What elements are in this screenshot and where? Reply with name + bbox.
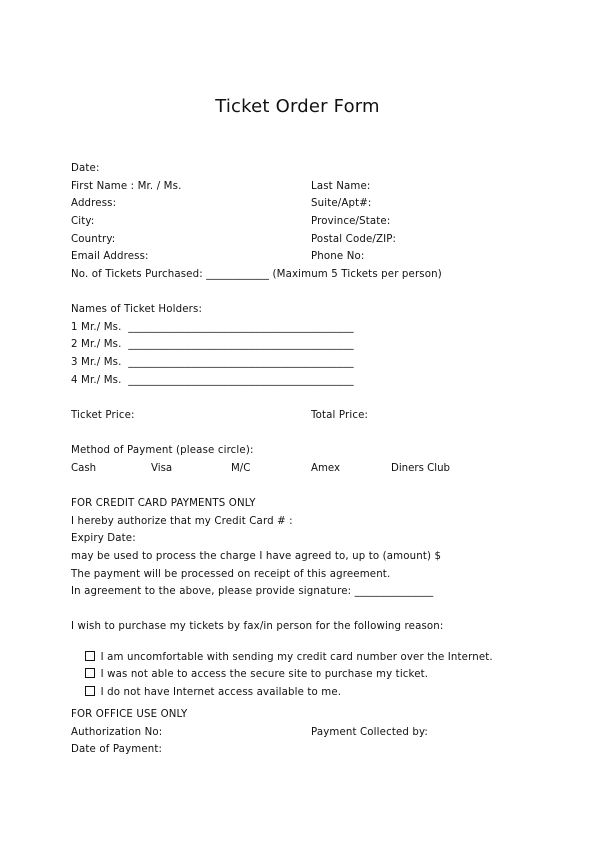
credit-authorize-line: I hereby authorize that my Credit Card # :: [71, 516, 293, 527]
reason-heading: I wish to purchase my tickets by fax/in person for the following reason:: [71, 621, 444, 632]
ticket-holder-line: 1 Mr./ Ms. ___________________________________________: [71, 322, 354, 333]
signature-line: In agreement to the above, please provide signature: _______________: [71, 586, 434, 597]
reason-option-label: I was not able to access the secure site to purchase my ticket.: [100, 669, 429, 680]
payment-option-visa: Visa: [151, 463, 173, 474]
ticket-holder-line: 4 Mr./ Ms. ___________________________________________: [71, 375, 354, 386]
date-of-payment-label: Date of Payment:: [71, 744, 163, 755]
reason-option-label: I do not have Internet access available to me.: [100, 687, 342, 698]
credit-receipt-line: The payment will be processed on receipt of this agreement.: [71, 569, 391, 580]
credit-charge-line: may be used to process the charge I have agreed to, up to (amount) $: [71, 551, 442, 562]
payment-option-mc: M/C: [231, 463, 251, 474]
payment-option-cash: Cash: [71, 463, 97, 474]
credit-card-heading: FOR CREDIT CARD PAYMENTS ONLY: [71, 498, 256, 509]
phone-label: Phone No:: [311, 251, 365, 262]
first-name-label: First Name : Mr. / Ms.: [71, 181, 182, 192]
tickets-purchased-line: No. of Tickets Purchased: ____________ (Maximum 5 Tickets per person): [71, 269, 442, 280]
province-label: Province/State:: [311, 216, 391, 227]
payment-method-heading: Method of Payment (please circle):: [71, 445, 254, 456]
ticket-price-label: Ticket Price:: [71, 410, 135, 421]
last-name-label: Last Name:: [311, 181, 371, 192]
date-label: Date:: [71, 163, 100, 174]
expiry-date-label: Expiry Date:: [71, 533, 136, 544]
reason-option-label: I am uncomfortable with sending my credit card number over the Internet.: [100, 652, 493, 663]
country-label: Country:: [71, 234, 116, 245]
ticket-holder-line: 2 Mr./ Ms. ___________________________________________: [71, 339, 354, 350]
suite-label: Suite/Apt#:: [311, 198, 372, 209]
payment-option-amex: Amex: [311, 463, 341, 474]
authorization-label: Authorization No:: [71, 727, 163, 738]
payment-option-diners: Diners Club: [391, 463, 451, 474]
ticket-holder-line: 3 Mr./ Ms. ___________________________________________: [71, 357, 354, 368]
checkbox-icon[interactable]: [85, 686, 95, 696]
email-label: Email Address:: [71, 251, 149, 262]
postal-label: Postal Code/ZIP:: [311, 234, 397, 245]
city-label: City:: [71, 216, 95, 227]
total-price-label: Total Price:: [311, 410, 369, 421]
form-title: Ticket Order Form: [215, 96, 380, 117]
ticket-holders-heading: Names of Ticket Holders:: [71, 304, 203, 315]
payment-collected-label: Payment Collected by:: [311, 727, 429, 738]
office-use-heading: FOR OFFICE USE ONLY: [71, 709, 188, 720]
address-label: Address:: [71, 198, 117, 209]
reason-option[interactable]: [71, 673, 341, 712]
